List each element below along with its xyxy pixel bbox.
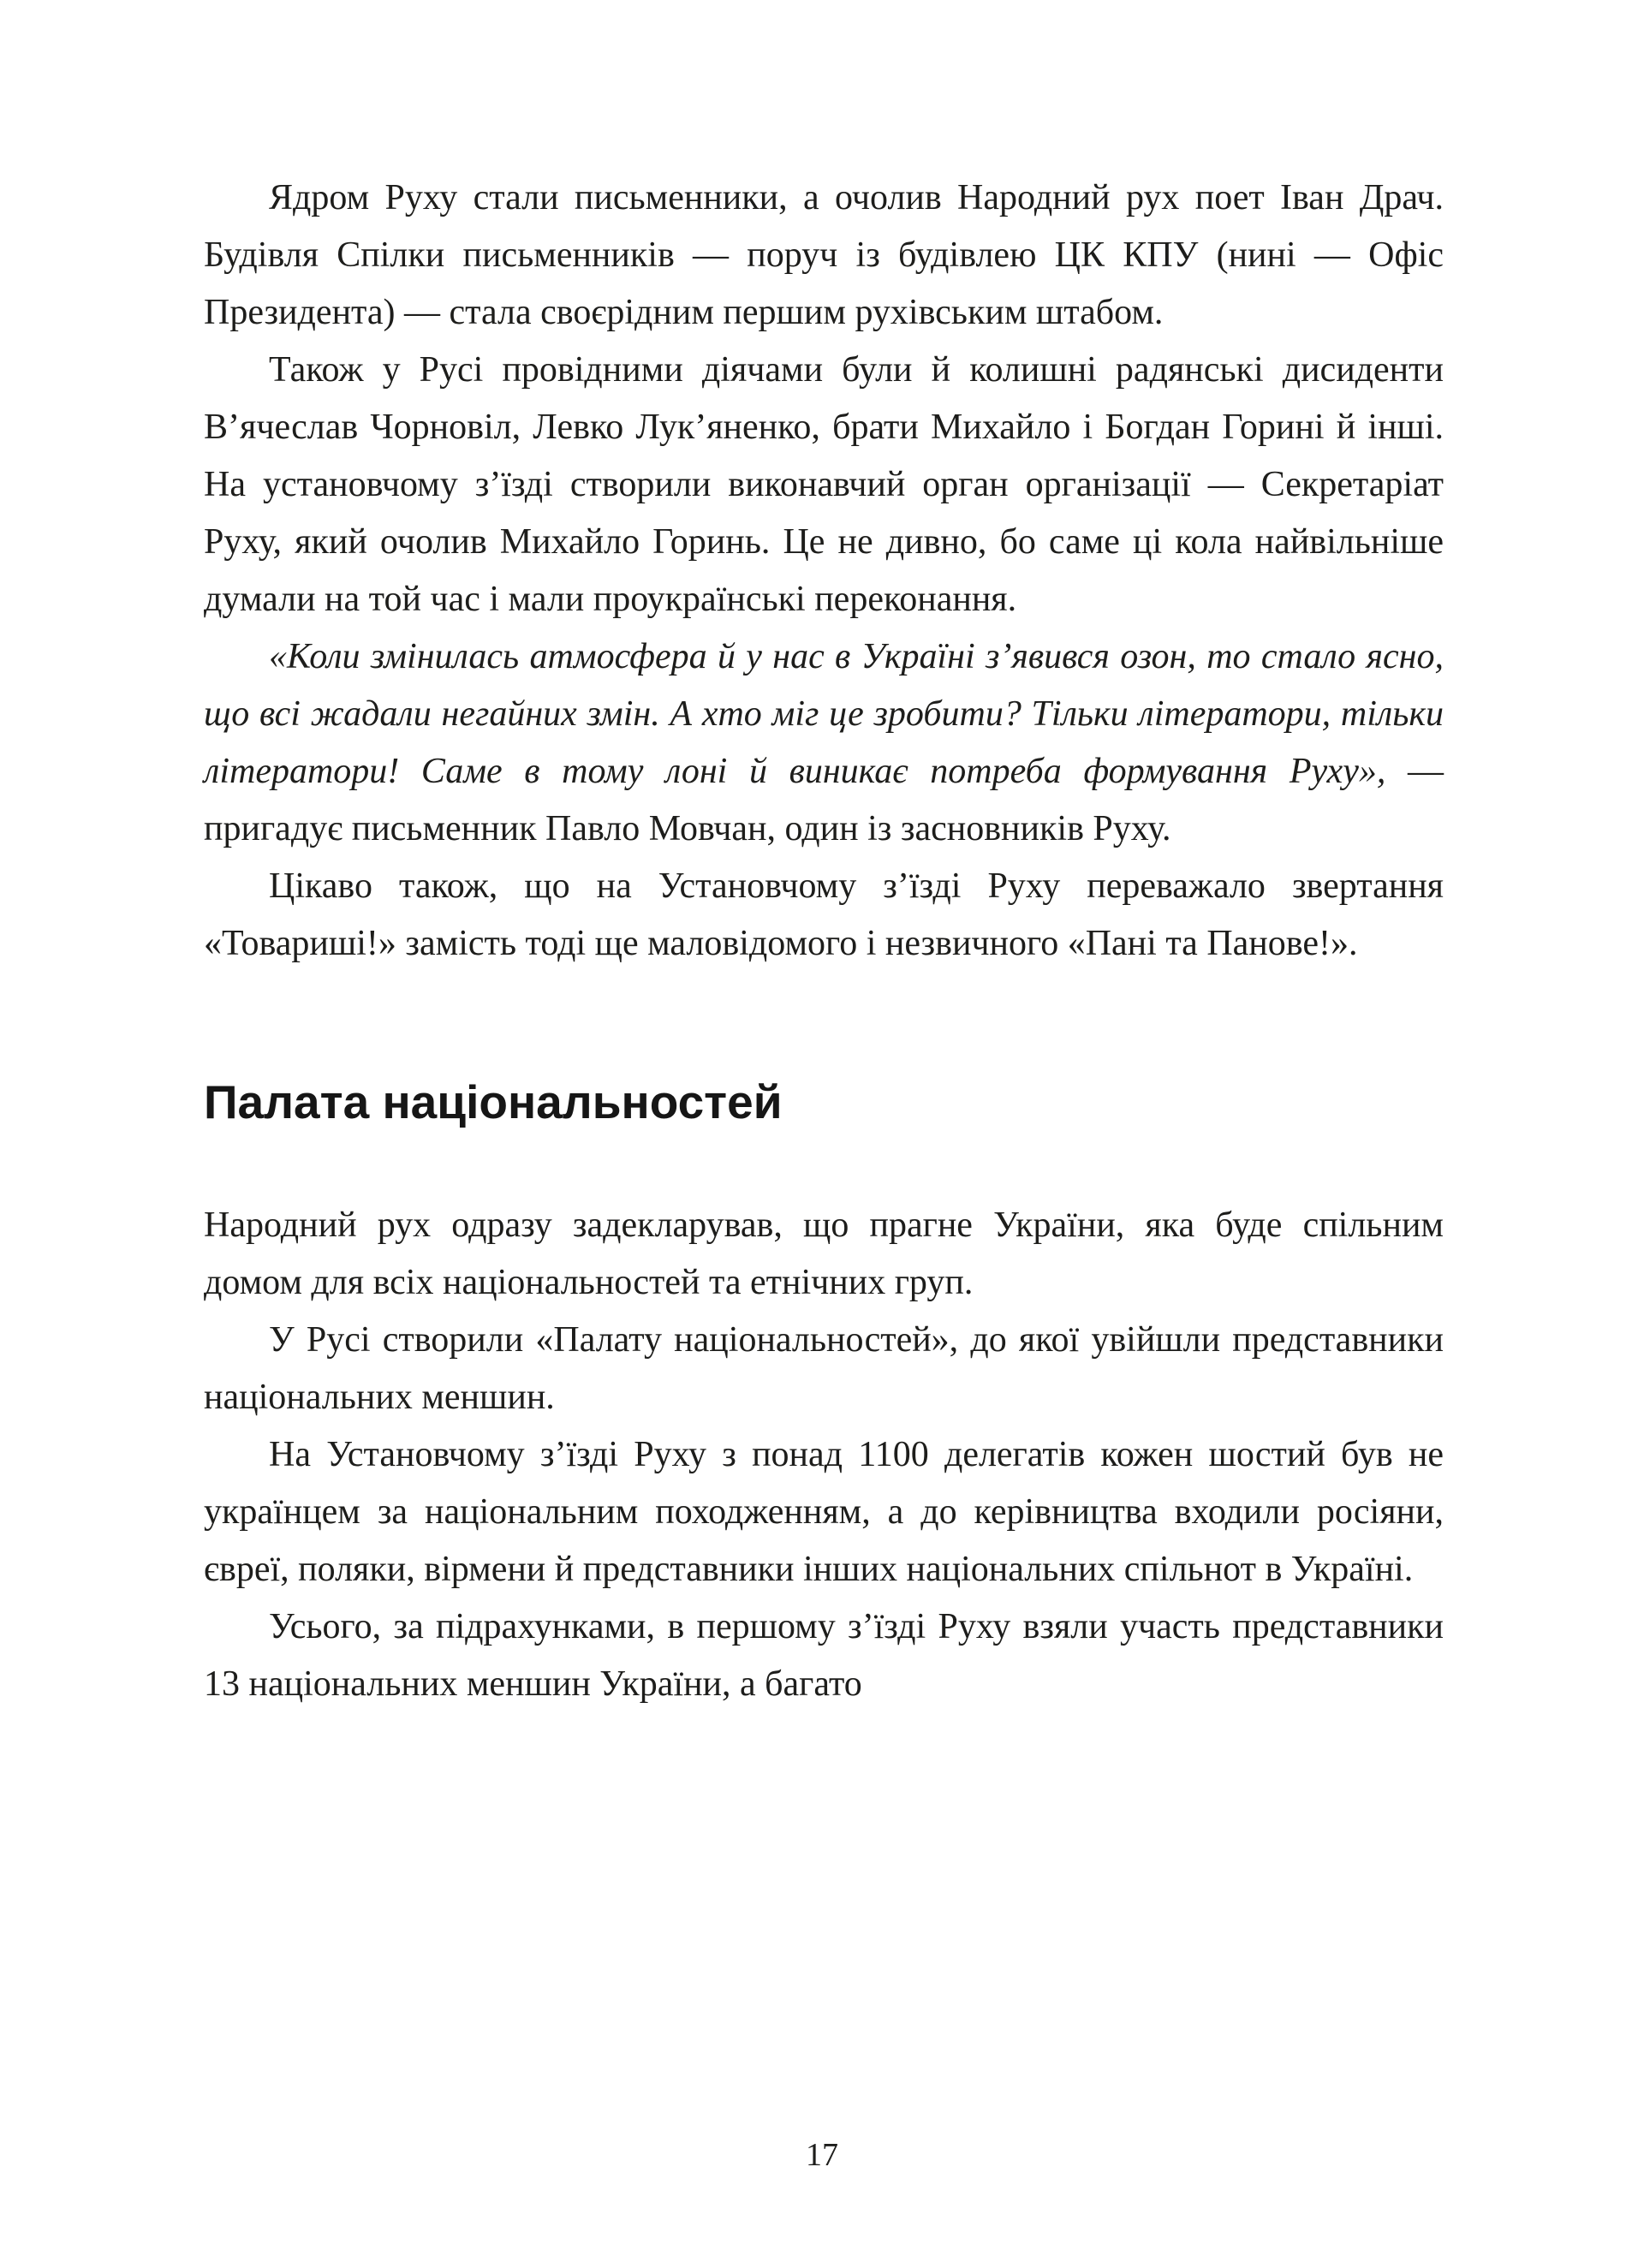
paragraph-dissidents: Також у Русі провідними діячами були й колишні радянські дисиденти В’ячеслав Чорновіл, Левко Лук’яненко, брати Михайло і Богдан Горині й інші. На установчому з’їзді створили виконавчий орган організації — Секретаріат Руху, який очолив Михайло Горинь. Це не дивно, бо саме ці кола найвільніше думали на той час і мали проукраїнські переконання. — [204, 350, 1444, 619]
paragraph-chamber: У Русі створили «Палату національностей», до якої увійшли представники національних меншин. — [204, 1320, 1444, 1417]
section-heading: Палата національностей — [204, 1075, 783, 1128]
paragraph-declaration: Народний рух одразу задекларував, що прагне України, яка буде спільним домом для всіх національностей та етнічних груп. — [204, 1205, 1444, 1302]
page-number: 17 — [806, 2137, 838, 2173]
paragraph-tovaryshi: Цікаво також, що на Установчому з’їзді Руху переважало звертання «Товариші!» замість тоді ще маловідомого і незвичного «Пані та Панове!». — [204, 866, 1444, 963]
paragraph-core-writers: Ядром Руху стали письменники, а очолив Народний рух поет Іван Драч. Будівля Спілки письменників — поруч із будівлею ЦК КПУ (нині — Офіс Президента) — стала своєрідним першим рухівським штабом. — [204, 178, 1444, 332]
paragraph-minorities: Усього, за підрахунками, в першому з’їзді Руху взяли участь представники 13 національних меншин України, а багато — [204, 1607, 1444, 1704]
quote-text: «Коли змінилась атмосфера й у нас в Україні з’явився озон, то стало ясно, що всі жадали негайних змін. А хто міг це зробити? Тільки літератори, тільки літератори! Саме в тому лоні й виникає потреба формування Руху», — [204, 637, 1444, 791]
page-content — [204, 170, 1444, 1713]
paragraph-quote — [204, 628, 1444, 858]
quote-attribution: — пригадує письменник Павло Мовчан, один із засновників Руху. — [204, 752, 1444, 848]
paragraph-delegates: На Установчому з’їзді Руху з понад 1100 делегатів кожен шостий був не українцем за національним походженням, а до керівництва входили росіяни, євреї, поляки, вірмени й представники інших національних спільнот в Україні. — [204, 1435, 1444, 1589]
